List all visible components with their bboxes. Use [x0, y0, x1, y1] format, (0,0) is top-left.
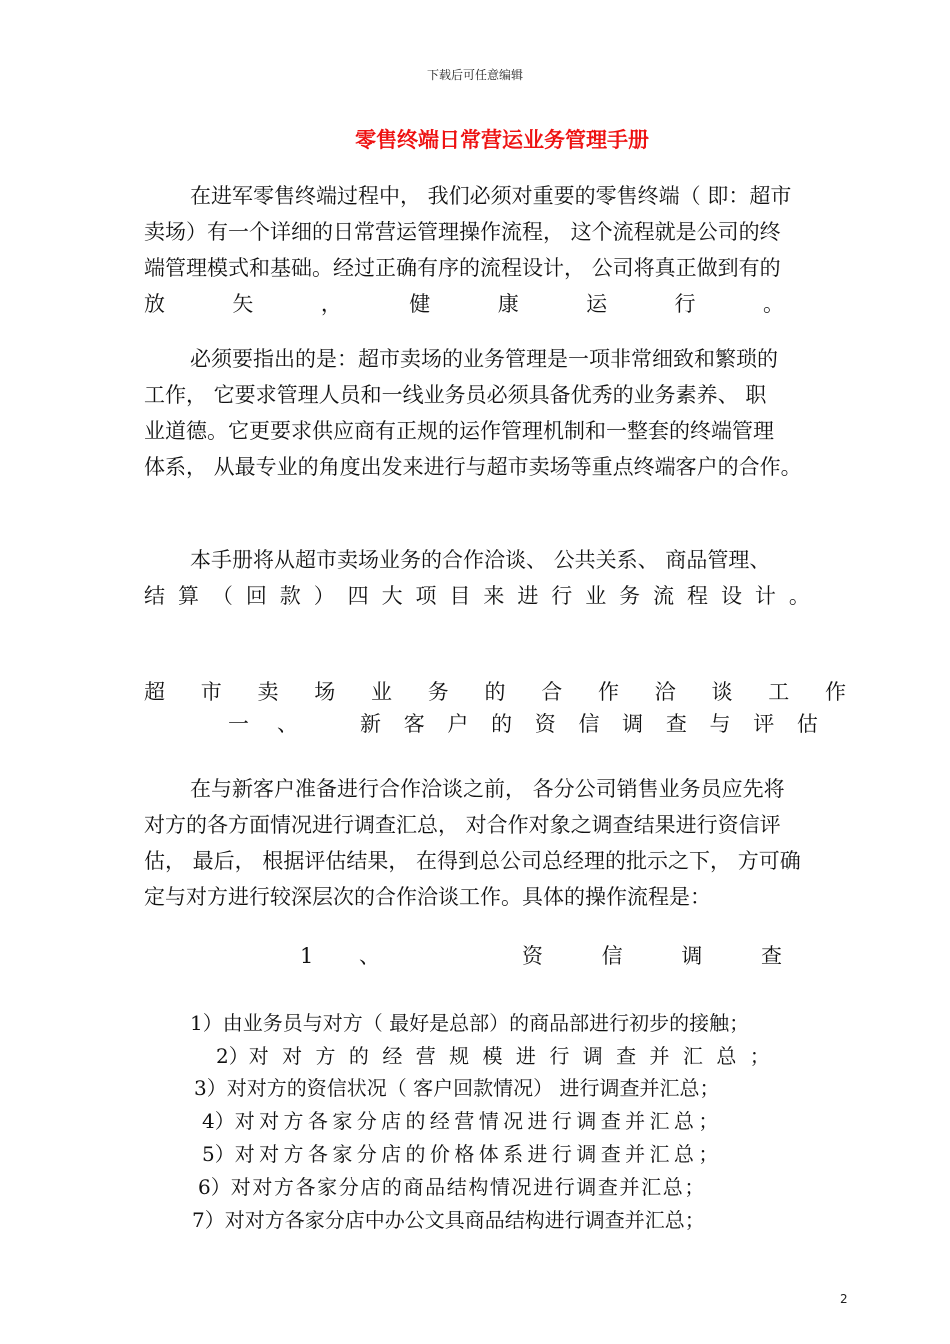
char: 资	[534, 712, 556, 736]
paragraph-line-justified	[144, 578, 849, 614]
char: 来	[483, 584, 505, 608]
char: 一	[228, 712, 249, 736]
char: 。	[762, 292, 784, 316]
list-item-number: 3）	[194, 1076, 227, 1100]
list-item-text: 由业务员与对方（ 最好是总部）的商品部进行初步的接触；	[222, 1011, 750, 1035]
char: 算	[177, 584, 199, 608]
list-item-text: 对对方各家分店的价格体系进行调查并汇总；	[234, 1142, 723, 1166]
char: 务	[619, 584, 641, 608]
char: ）	[313, 584, 335, 608]
char: 超	[144, 680, 165, 704]
char: 作	[825, 680, 846, 704]
char: 程	[687, 584, 708, 608]
page-number: 2	[840, 1292, 848, 1306]
list-item-number: 7）	[192, 1208, 225, 1232]
list-item-number: 2）	[216, 1044, 249, 1068]
char: 信	[601, 944, 623, 968]
char: 市	[200, 680, 222, 704]
char: 洽	[654, 680, 676, 704]
paragraph-line-justified	[144, 286, 849, 322]
subsection-heading	[228, 708, 818, 740]
paragraph-scope	[144, 542, 849, 614]
char: 计	[754, 584, 776, 608]
list-item-number: 4）	[202, 1109, 235, 1133]
char: 查	[665, 712, 687, 736]
list-item-text: 对对方各家分店的商品结构情况进行调查并汇总；	[230, 1175, 706, 1199]
item-number: 1	[300, 944, 314, 968]
char: 、	[277, 712, 298, 736]
char: 康	[497, 292, 519, 316]
paragraph-line: 体系， 从最专业的角度出发来进行与超市卖场等重点终端客户的合作。	[144, 455, 802, 479]
char: 谈	[711, 680, 733, 704]
char: 设	[720, 584, 742, 608]
paragraph-line: 业道德。它更要求供应商有正规的运作管理机制和一整套的终端管理	[144, 419, 774, 443]
paragraph-line: 对方的各方面情况进行调查汇总， 对合作对象之调查结果进行资信评	[144, 813, 781, 837]
document-title: 零售终端日常营运业务管理手册	[355, 128, 649, 152]
paragraph-line: 工作， 它要求管理人员和一线业务员必须具备优秀的业务素养、 职	[144, 383, 767, 407]
char: 作	[598, 680, 619, 704]
item-heading	[300, 940, 784, 972]
paragraph-intro	[144, 178, 849, 322]
list-item-text: 对对方各家分店中办公文具商品结构进行调查并汇总；	[224, 1208, 705, 1232]
list-item-number: 6）	[198, 1175, 231, 1199]
paragraph-line: 必须要指出的是：超市卖场的业务管理是一项非常细致和繁琐的	[190, 347, 778, 371]
char: 的	[484, 680, 506, 704]
char: 项	[415, 584, 437, 608]
char: 结	[144, 584, 165, 608]
char: 务	[427, 680, 449, 704]
char: 客	[403, 712, 425, 736]
char: 、	[359, 944, 380, 968]
char: 估	[796, 712, 818, 736]
list-item-number: 5）	[202, 1142, 235, 1166]
char: 进	[517, 584, 539, 608]
char: 调	[622, 712, 644, 736]
char: 查	[760, 944, 782, 968]
list-item	[202, 1104, 723, 1138]
char: 工	[768, 680, 790, 704]
char: 信	[578, 712, 600, 736]
char: 流	[653, 584, 675, 608]
char: 户	[447, 712, 469, 736]
char: 与	[709, 712, 731, 736]
char: 款	[279, 584, 301, 608]
list-item-text: 对对方各家分店的经营情况进行调查并汇总；	[234, 1109, 723, 1133]
char: 矢	[232, 292, 254, 316]
char: 合	[541, 680, 563, 704]
paragraph-line: 在与新客户准备进行合作洽谈之前， 各分公司销售业务员应先将	[190, 777, 785, 801]
char: ，	[320, 292, 342, 316]
char: 四	[347, 584, 369, 608]
list-item	[198, 1170, 706, 1204]
char: 运	[586, 292, 608, 316]
section-heading	[144, 676, 846, 708]
char: 业	[371, 680, 392, 704]
char: 放	[144, 292, 165, 316]
list-item-number: 1）	[190, 1011, 223, 1035]
paragraph-line: 在进军零售终端过程中， 我们必须对重要的零售终端（ 即：超市	[190, 184, 792, 208]
paragraph-line: 定与对方进行较深层次的合作洽谈工作。具体的操作流程是：	[144, 885, 711, 909]
char: （	[211, 584, 233, 608]
list-item	[190, 1006, 749, 1040]
char: 健	[409, 292, 431, 316]
paragraph-credit-check	[144, 771, 849, 915]
list-item	[194, 1071, 719, 1105]
char: 大	[381, 584, 403, 608]
paragraph-line: 卖场）有一个详细的日常营运管理操作流程， 这个流程就是公司的终	[144, 220, 781, 244]
char: 回	[245, 584, 267, 608]
char: 卖	[257, 680, 279, 704]
char: 场	[314, 680, 336, 704]
paragraph-line: 本手册将从超市卖场业务的合作洽谈、 公共关系、 商品管理、	[190, 548, 771, 572]
list-item	[216, 1039, 783, 1073]
char: 行	[551, 584, 573, 608]
list-item-text: 对对方的资信状况（ 客户回款情况） 进行调查并汇总；	[226, 1076, 720, 1100]
list-item-text: 对对方的经营规模进行调查并汇总；	[248, 1044, 784, 1068]
char: 目	[449, 584, 471, 608]
paragraph-line: 端管理模式和基础。经过正确有序的流程设计， 公司将真正做到有的	[144, 256, 781, 280]
list-item	[202, 1137, 723, 1171]
paragraph-line: 估， 最后， 根据评估结果， 在得到总公司总经理的批示之下， 方可确	[144, 849, 801, 873]
paragraph-note	[144, 341, 849, 485]
char: 评	[753, 712, 775, 736]
list-item	[192, 1203, 705, 1237]
header-note: 下载后可任意编辑	[426, 68, 523, 82]
char: 业	[585, 584, 607, 608]
char: 的	[491, 712, 513, 736]
char: 行	[674, 292, 696, 316]
char: 。	[788, 584, 810, 608]
char: 新	[360, 712, 381, 736]
char: 资	[522, 944, 543, 968]
char: 调	[681, 944, 703, 968]
